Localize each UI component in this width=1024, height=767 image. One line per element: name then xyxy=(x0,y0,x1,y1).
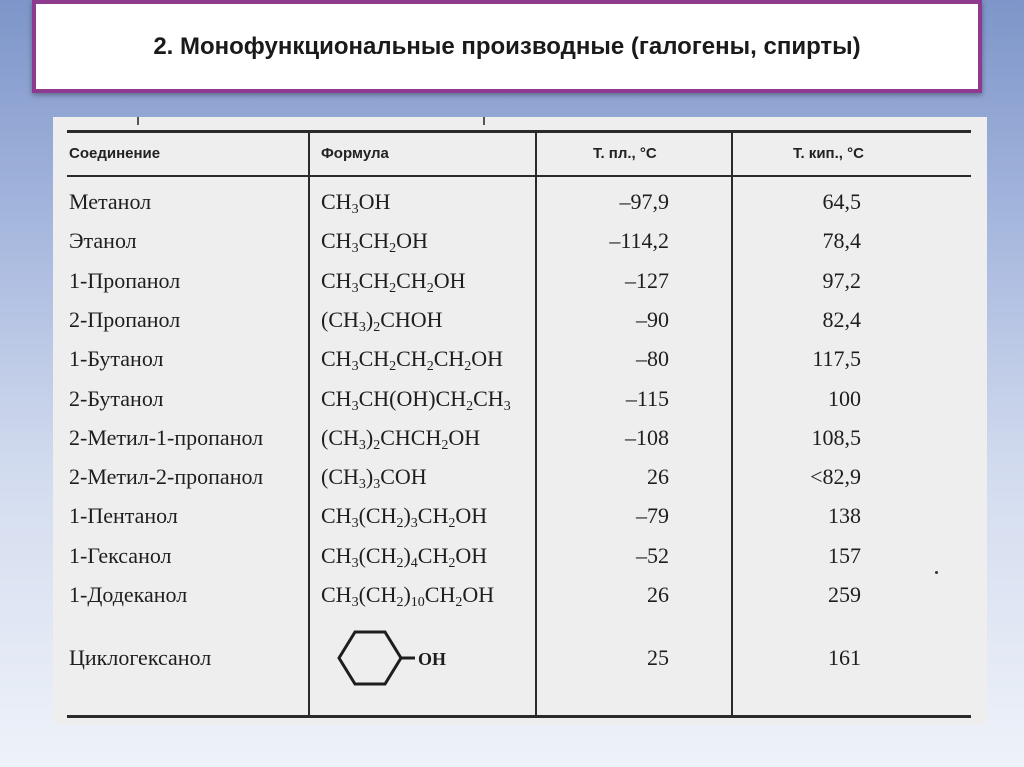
header-boiling-point: Т. кип., °С xyxy=(793,145,864,162)
formula: $CH_3CH(OH)CH_2CH_3$ xyxy=(321,385,511,414)
boiling-point: 117,5 xyxy=(812,346,861,372)
melting-point: –80 xyxy=(636,346,669,372)
page-title: 2. Монофункциональные производные (галогены, спирты) xyxy=(153,32,861,60)
formula-subscript: 2 xyxy=(396,555,404,571)
header-compound: Соединение xyxy=(69,145,161,162)
melting-point: –115 xyxy=(625,385,669,411)
formula-subscript: 2 xyxy=(373,437,381,453)
table-row xyxy=(53,264,987,298)
formula-subscript: 3 xyxy=(351,595,359,610)
formula: $CH_3(CH_2)_3CH_2OH$ xyxy=(321,503,488,532)
table-row xyxy=(53,578,987,612)
table-row xyxy=(53,539,987,573)
cyclohexane-ring-icon xyxy=(321,626,451,690)
cyclohexanol-structure xyxy=(321,626,451,695)
scan-tick xyxy=(483,117,485,125)
melting-point: –127 xyxy=(625,267,669,293)
melting-point: 26 xyxy=(647,464,669,490)
formula: $(CH_3)_2CHCH_2OH$ xyxy=(321,424,481,453)
boiling-point: 82,4 xyxy=(822,306,861,332)
formula-subscript: 2 xyxy=(426,359,434,375)
formula-subscript: 3 xyxy=(351,280,359,296)
table-header-rule xyxy=(67,175,971,177)
formula-subscript: 2 xyxy=(426,280,434,296)
formula-subscript: 3 xyxy=(351,398,359,414)
table-row xyxy=(53,499,987,533)
table-top-rule xyxy=(67,130,971,133)
table-row xyxy=(53,460,987,494)
oh-label: OH xyxy=(418,649,447,669)
compound-name: Циклогексанол xyxy=(69,645,212,670)
boiling-point: 157 xyxy=(828,542,861,568)
formula-subscript: 3 xyxy=(358,477,366,493)
compound-name: 1-Пентанол xyxy=(69,503,178,529)
compound-name: 1-Пропанол xyxy=(69,267,181,293)
boiling-point: 78,4 xyxy=(822,228,861,254)
formula: $CH_3OH$ xyxy=(321,189,391,217)
formula-subscript: 10 xyxy=(410,595,425,610)
formula-subscript: 2 xyxy=(396,516,404,532)
formula: $CH_3CH_2OH$ xyxy=(321,228,428,257)
table-bottom-rule xyxy=(67,715,971,718)
formula-subscript: 2 xyxy=(448,516,456,532)
compound-name: Этанол xyxy=(69,228,137,254)
table-row xyxy=(53,382,987,416)
melting-point: 26 xyxy=(647,582,669,607)
formula-subscript: 2 xyxy=(455,595,463,610)
compound-name: 2-Метил-2-пропанол xyxy=(69,464,264,490)
table-row xyxy=(53,224,987,258)
table-row xyxy=(53,185,987,219)
compound-name: 2-Пропанол xyxy=(69,306,181,332)
formula-subscript: 3 xyxy=(351,202,359,217)
melting-point: –108 xyxy=(625,424,669,450)
header-melting-point: Т. пл., °С xyxy=(593,145,657,162)
boiling-point: 100 xyxy=(828,385,861,411)
boiling-point: 64,5 xyxy=(822,189,861,214)
formula: $(CH_3)_3COH$ xyxy=(321,464,427,493)
table-row-cyclohexanol xyxy=(53,644,987,678)
compound-name: 2-Метил-1-пропанол xyxy=(69,424,264,450)
compound-name: Метанол xyxy=(69,189,152,214)
table-row xyxy=(53,421,987,455)
melting-point: –90 xyxy=(636,306,669,332)
formula-subscript: 2 xyxy=(464,359,472,375)
formula-subscript: 3 xyxy=(351,241,359,257)
melting-point: –97,9 xyxy=(619,189,669,214)
formula: $CH_3CH_2CH_2OH$ xyxy=(321,267,466,296)
boiling-point: 138 xyxy=(828,503,861,529)
compound-name: 1-Додеканол xyxy=(69,582,188,607)
formula-subscript: 2 xyxy=(396,595,404,610)
formula-subscript: 2 xyxy=(389,359,397,375)
table-row xyxy=(53,303,987,337)
title-box xyxy=(32,0,982,93)
formula: $CH_3(CH_2)_{10}CH_2OH$ xyxy=(321,582,495,610)
scan-tick xyxy=(137,117,139,125)
formula-subscript: 3 xyxy=(351,359,359,375)
melting-point: 25 xyxy=(647,645,669,670)
formula: $(CH_3)_2CHOH$ xyxy=(321,306,443,335)
formula-subscript: 3 xyxy=(373,477,381,493)
boiling-point: 259 xyxy=(828,582,861,607)
formula-subscript: 3 xyxy=(351,555,359,571)
formula-subscript: 2 xyxy=(448,555,456,571)
boiling-point: 108,5 xyxy=(811,424,861,450)
formula-subscript: 2 xyxy=(466,398,474,414)
scan-speck xyxy=(935,571,938,574)
formula: $CH_3(CH_2)_4CH_2OH$ xyxy=(321,542,488,571)
melting-point: –52 xyxy=(636,542,669,568)
alcohols-table xyxy=(53,117,987,725)
formula-subscript: 3 xyxy=(358,319,366,335)
melting-point: –114,2 xyxy=(609,228,669,254)
formula-subscript: 2 xyxy=(441,437,449,453)
formula-subscript: 3 xyxy=(358,437,366,453)
table-row xyxy=(53,342,987,376)
compound-name: 2-Бутанол xyxy=(69,385,164,411)
formula-subscript: 4 xyxy=(410,555,418,571)
formula-subscript: 2 xyxy=(373,319,381,335)
compound-name: 1-Гексанол xyxy=(69,542,172,568)
formula-subscript: 2 xyxy=(389,241,397,257)
compound-name: 1-Бутанол xyxy=(69,346,164,372)
header-formula: Формула xyxy=(321,145,389,162)
melting-point: –79 xyxy=(636,503,669,529)
boiling-point: 97,2 xyxy=(822,267,861,293)
formula: $CH_3CH_2CH_2CH_2OH$ xyxy=(321,346,504,375)
formula-subscript: 3 xyxy=(410,516,418,532)
formula-subscript: 3 xyxy=(351,516,359,532)
boiling-point: 161 xyxy=(828,645,861,670)
formula-subscript: 2 xyxy=(389,280,397,296)
boiling-point: <82,9 xyxy=(810,464,861,490)
formula-subscript: 3 xyxy=(503,398,511,414)
